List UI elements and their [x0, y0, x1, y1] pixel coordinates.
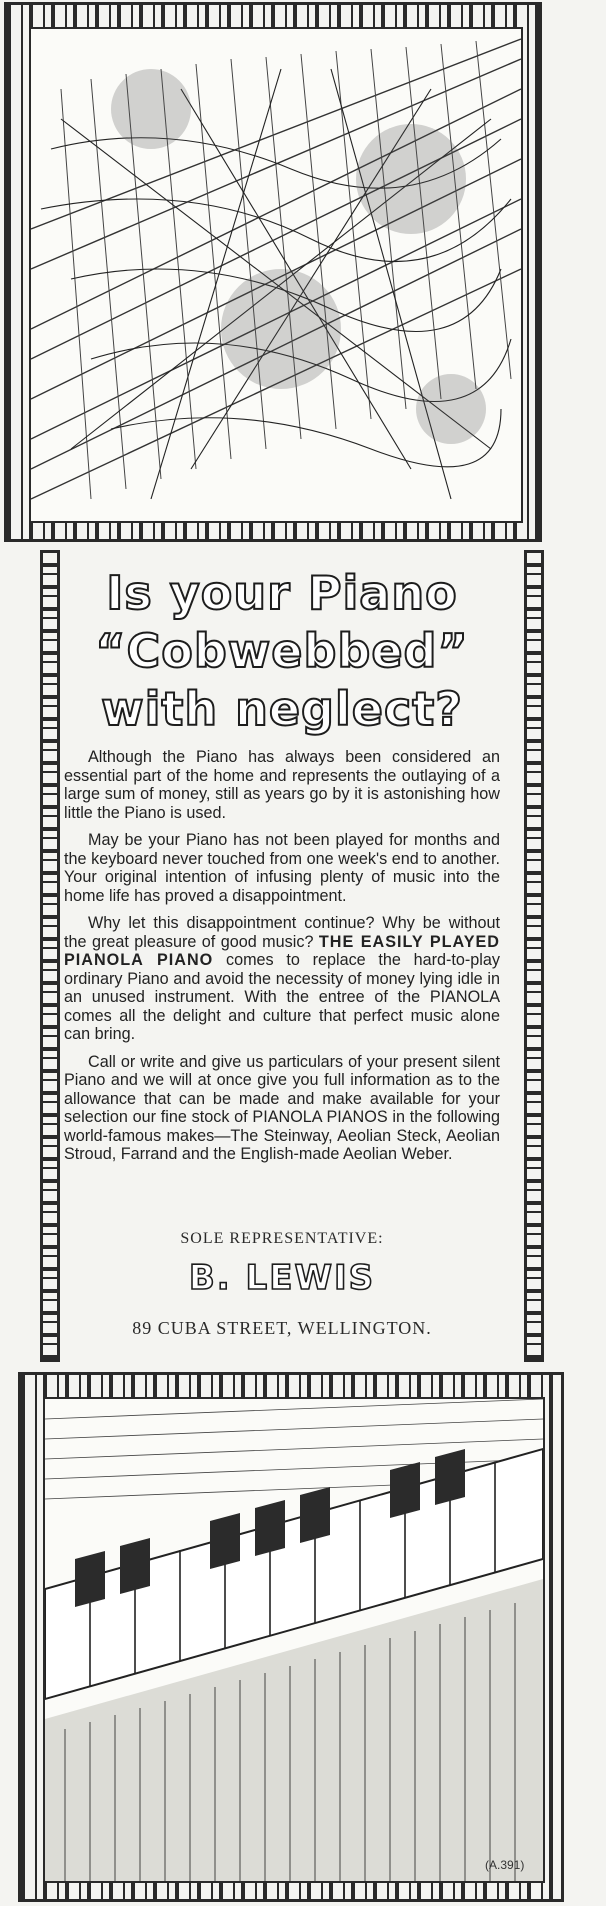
sole-representative-label: SOLE REPRESENTATIVE:: [180, 1230, 384, 1247]
pianola-piano-highlight: THE EASILY PLAYED PIANOLA PIANO: [64, 932, 500, 969]
paragraph-3-intro: Why let this disappointment continue? Why be without the great pleasure of good music?: [64, 914, 500, 951]
headline-line-3: with neglect?: [101, 682, 463, 736]
cobwebbed-piano-illustration: [29, 27, 523, 523]
right-film-border: [524, 550, 544, 1362]
top-illustration-frame: [4, 2, 542, 542]
paragraph-4: Call or write and give us particulars of your present silent Piano and we will at once give you full information as to the allowance that can be made and make available for your selection our fine stock of PIANOLA PIANOS in the following world-famous makes—The Steinway, Aeolian Steck, Aeolian Stroud, Farrand and the English-made Aeolian Weber.: [64, 1052, 500, 1163]
paragraph-3-rest: comes to replace the hard-to-play ordinary Piano and avoid the necessity of money lying idle in an unused instrument. With the entree of the PIANOLA comes all the delight and culture that perfect music alone can bring.: [64, 951, 501, 1043]
code-mark: (A.391): [485, 1858, 525, 1872]
headline-line-1: Is your Piano: [106, 566, 458, 620]
representative-name: B. LEWIS: [188, 1258, 376, 1298]
paragraph-2: May be your Piano has not been played for months and the keyboard never touched from one week's end to another. Your original intention of infusing plenty of music into the home life has proved a disappointment.: [64, 831, 500, 905]
piano-keys-drawing: [45, 1399, 543, 1881]
paragraph-1: Although the Piano has always been considered an essential part of the home and represents the outlaying of a large sum of money, still as years go by it is astonishing how little the Piano is used.: [64, 748, 500, 822]
paragraph-3: [64, 914, 500, 1044]
headline-line-2: “Cobwebbed”: [95, 624, 469, 678]
address: 89 CUBA STREET, WELLINGTON.: [132, 1318, 432, 1338]
cobweb-keys-drawing: [31, 29, 521, 521]
left-film-border: [40, 550, 60, 1362]
bottom-illustration-frame: [18, 1372, 564, 1902]
ad-body: [64, 748, 500, 1173]
piano-keyboard-illustration: [43, 1397, 545, 1883]
